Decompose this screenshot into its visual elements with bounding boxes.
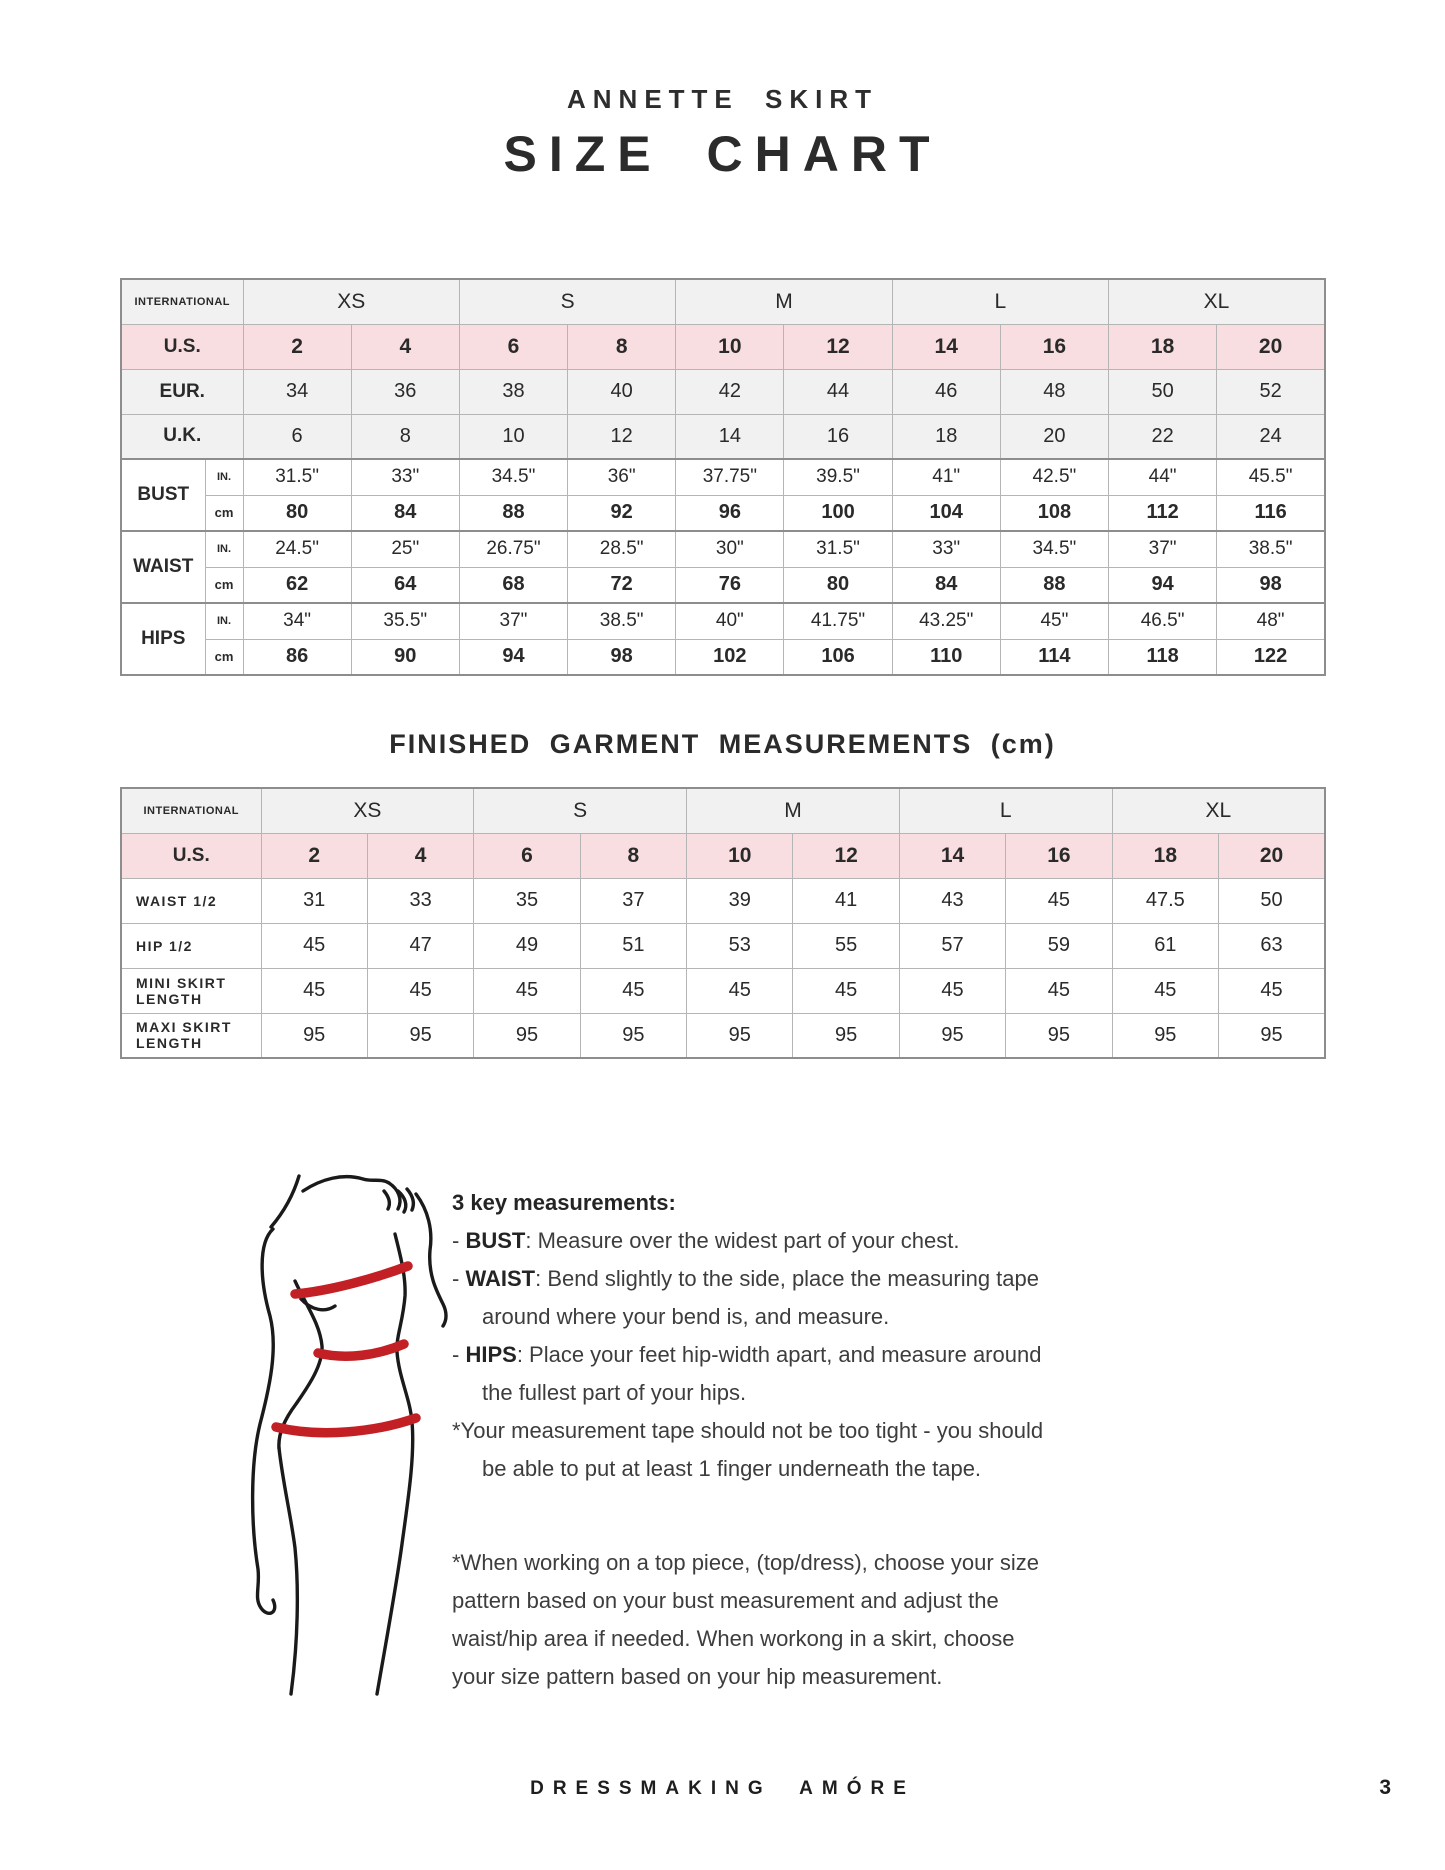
hips-inches-cell: 40" — [676, 603, 784, 639]
uk-row-cell: 24 — [1217, 414, 1325, 459]
fin-us-size-cell: 20 — [1219, 833, 1325, 878]
bust-inches-cell: 42.5" — [1000, 459, 1108, 495]
hips-label: HIPS — [121, 603, 205, 675]
eur-row-cell: 40 — [568, 369, 676, 414]
fin-value-cell: 55 — [793, 923, 899, 968]
intl-size-cell: XS — [243, 279, 459, 324]
fin-value-cell: 49 — [474, 923, 580, 968]
eur-row-cell: 48 — [1000, 369, 1108, 414]
bust-label: BUST — [121, 459, 205, 531]
uk-row-cell: 6 — [243, 414, 351, 459]
hips-cm-cell: 118 — [1109, 639, 1217, 675]
uk-row-cell: 12 — [568, 414, 676, 459]
fin-value-cell: 45 — [899, 968, 1005, 1013]
fin-value-cell: 31 — [261, 878, 367, 923]
fin-value-cell: 45 — [474, 968, 580, 1013]
hips-cm-cell: 98 — [568, 639, 676, 675]
bust-cm-cell: 116 — [1217, 495, 1325, 531]
fin-value-cell: 43 — [899, 878, 1005, 923]
hips-inches-cell: 41.75" — [784, 603, 892, 639]
bust-inches-cell: 33" — [351, 459, 459, 495]
maxi-skirt-length-row — [121, 1013, 1325, 1058]
waist-inches-cell: 26.75" — [459, 531, 567, 567]
hips-cm-cell: 94 — [459, 639, 567, 675]
us-row — [121, 324, 1325, 369]
unit-inches-label: IN. — [205, 531, 243, 567]
fin-value-cell: 45 — [793, 968, 899, 1013]
uk-row-cell: 22 — [1109, 414, 1217, 459]
fin-value-cell: 37 — [580, 878, 686, 923]
fin-value-cell: 41 — [793, 878, 899, 923]
bust-cm-cell: 104 — [892, 495, 1000, 531]
uk-row-cell: 14 — [676, 414, 784, 459]
bust-inches-cell: 45.5" — [1217, 459, 1325, 495]
international-label: INTERNATIONAL — [121, 279, 243, 324]
hips-inches-cell: 38.5" — [568, 603, 676, 639]
intl-size-cell: L — [892, 279, 1108, 324]
fin-us-size-cell: 18 — [1112, 833, 1218, 878]
us-size-cell: 14 — [892, 324, 1000, 369]
fin-us-size-cell: 4 — [367, 833, 473, 878]
guide-item-bust — [452, 1222, 1054, 1260]
bust-cm-cell: 96 — [676, 495, 784, 531]
waist-cm-cell: 72 — [568, 567, 676, 603]
uk-row — [121, 414, 1325, 459]
bust-cm-cell: 84 — [351, 495, 459, 531]
finished-table — [120, 787, 1326, 1059]
international-row — [121, 279, 1325, 324]
guide-term: BUST — [465, 1228, 526, 1253]
fin-value-cell: 95 — [793, 1013, 899, 1058]
hips-inches-cell: 48" — [1217, 603, 1325, 639]
waist-inches-cell: 33" — [892, 531, 1000, 567]
bullet-dash: - — [452, 1228, 466, 1253]
bust-inches-cell: 34.5" — [459, 459, 567, 495]
figure-left-leg-line — [279, 1448, 297, 1694]
waist-cm-cell: 80 — [784, 567, 892, 603]
measurement-guide-list — [452, 1222, 1054, 1412]
figure-illustration — [180, 1150, 480, 1700]
fin-value-cell: 95 — [1006, 1013, 1112, 1058]
us-size-cell: 18 — [1109, 324, 1217, 369]
fin-value-cell: 45 — [261, 968, 367, 1013]
waist-cm-cell: 64 — [351, 567, 459, 603]
waist-inches-cell: 37" — [1109, 531, 1217, 567]
waist-cm-cell: 76 — [676, 567, 784, 603]
hips-cm-row — [121, 639, 1325, 675]
waist-inches-cell: 34.5" — [1000, 531, 1108, 567]
us-size-cell: 10 — [676, 324, 784, 369]
fin-intl-size-cell: L — [899, 788, 1112, 833]
fin-value-cell: 95 — [1219, 1013, 1325, 1058]
waist-cm-cell: 68 — [459, 567, 567, 603]
fin-value-cell: 45 — [1219, 968, 1325, 1013]
fin-value-cell: 45 — [1112, 968, 1218, 1013]
fin-value-cell: 45 — [367, 968, 473, 1013]
figure-shoulder-line — [303, 1177, 389, 1191]
hips-cm-cell: 86 — [243, 639, 351, 675]
bust-cm-row — [121, 495, 1325, 531]
fin-value-cell: 51 — [580, 923, 686, 968]
fin-us-size-cell: 12 — [793, 833, 899, 878]
hips-cm-cell: 122 — [1217, 639, 1325, 675]
mini-skirt-length-row — [121, 968, 1325, 1013]
bust-inches-cell: 41" — [892, 459, 1000, 495]
waist-cm-cell: 88 — [1000, 567, 1108, 603]
bust-inches-cell: 39.5" — [784, 459, 892, 495]
intl-size-cell: S — [459, 279, 675, 324]
fin-value-cell: 95 — [367, 1013, 473, 1058]
size-table-body — [121, 279, 1325, 675]
fin-value-cell: 95 — [580, 1013, 686, 1058]
fin-value-cell: 45 — [687, 968, 793, 1013]
hips-inches-cell: 46.5" — [1109, 603, 1217, 639]
fin-intl-size-cell: M — [687, 788, 900, 833]
fin-row-label: HIP 1/2 — [121, 923, 261, 968]
fin-value-cell: 95 — [474, 1013, 580, 1058]
fin-us-size-cell: 14 — [899, 833, 1005, 878]
waist-inches-cell: 24.5" — [243, 531, 351, 567]
bust-inches-cell: 44" — [1109, 459, 1217, 495]
waist-cm-cell: 98 — [1217, 567, 1325, 603]
hip-1-2-row — [121, 923, 1325, 968]
us-label: U.S. — [121, 324, 243, 369]
figure-neck-line — [271, 1176, 299, 1227]
bust-cm-cell: 112 — [1109, 495, 1217, 531]
guide-text: : Bend slightly to the side, place the measuring tape around where your bend is, and measure. — [482, 1266, 1039, 1329]
finished-measurements-heading: FINISHED GARMENT MEASUREMENTS (cm) — [389, 729, 1056, 759]
fin-row-label: MINI SKIRT LENGTH — [121, 968, 261, 1013]
fin-row-label: WAIST 1/2 — [121, 878, 261, 923]
figure-raised-arm-line — [416, 1194, 446, 1326]
waist-cm-cell: 62 — [243, 567, 351, 603]
unit-inches-label: IN. — [205, 459, 243, 495]
guide-text: : Measure over the widest part of your chest. — [525, 1228, 960, 1253]
figure-left-body-line — [279, 1281, 322, 1448]
intl-size-cell: M — [676, 279, 892, 324]
us-size-cell: 20 — [1217, 324, 1325, 369]
unit-inches-label: IN. — [205, 603, 243, 639]
fin-value-cell: 47.5 — [1112, 878, 1218, 923]
guide-item-hips — [452, 1336, 1054, 1412]
fin-value-cell: 63 — [1219, 923, 1325, 968]
bust-inches-cell: 36" — [568, 459, 676, 495]
uk-row-label: U.K. — [121, 414, 243, 459]
page-number: 3 — [1379, 1776, 1391, 1799]
bust-inches-cell: 31.5" — [243, 459, 351, 495]
eur-row-cell: 34 — [243, 369, 351, 414]
fin-value-cell: 39 — [687, 878, 793, 923]
hips-cm-cell: 90 — [351, 639, 459, 675]
fin-intl-size-cell: S — [474, 788, 687, 833]
waist-1-2-row — [121, 878, 1325, 923]
fin-us-size-cell: 16 — [1006, 833, 1112, 878]
eur-row-cell: 36 — [351, 369, 459, 414]
waist-cm-row — [121, 567, 1325, 603]
hip-tape-line — [276, 1418, 416, 1433]
waist-inches-cell: 25" — [351, 531, 459, 567]
unit-cm-label: cm — [205, 495, 243, 531]
bust-cm-cell: 108 — [1000, 495, 1108, 531]
fin-value-cell: 61 — [1112, 923, 1218, 968]
size-table — [120, 278, 1326, 676]
fin-value-cell: 47 — [367, 923, 473, 968]
waist-inches-cell: 30" — [676, 531, 784, 567]
us-size-cell: 6 — [459, 324, 567, 369]
hips-inches-cell: 37" — [459, 603, 567, 639]
waist-inches-cell: 38.5" — [1217, 531, 1325, 567]
bust-cm-cell: 88 — [459, 495, 567, 531]
finished-table-body — [121, 788, 1325, 1058]
hips-cm-cell: 110 — [892, 639, 1000, 675]
us-size-cell: 8 — [568, 324, 676, 369]
fin-international-row — [121, 788, 1325, 833]
fin-us-label: U.S. — [121, 833, 261, 878]
guide-term: HIPS — [465, 1342, 517, 1367]
fin-row-label: MAXI SKIRT LENGTH — [121, 1013, 261, 1058]
fin-us-row — [121, 833, 1325, 878]
us-size-cell: 12 — [784, 324, 892, 369]
fin-value-cell: 45 — [1006, 878, 1112, 923]
fin-value-cell: 95 — [899, 1013, 1005, 1058]
fin-intl-size-cell: XS — [261, 788, 474, 833]
hips-inches-row — [121, 603, 1325, 639]
eur-row-cell: 46 — [892, 369, 1000, 414]
fin-international-label: INTERNATIONAL — [121, 788, 261, 833]
waist-cm-cell: 84 — [892, 567, 1000, 603]
bust-cm-cell: 80 — [243, 495, 351, 531]
fin-us-size-cell: 2 — [261, 833, 367, 878]
bust-inches-cell: 37.75" — [676, 459, 784, 495]
title-block — [0, 84, 1445, 183]
fin-value-cell: 59 — [1006, 923, 1112, 968]
eur-row-cell: 42 — [676, 369, 784, 414]
eur-row — [121, 369, 1325, 414]
fin-intl-size-cell: XL — [1112, 788, 1325, 833]
fin-value-cell: 57 — [899, 923, 1005, 968]
bullet-dash: - — [452, 1342, 466, 1367]
uk-row-cell: 10 — [459, 414, 567, 459]
fin-us-size-cell: 6 — [474, 833, 580, 878]
hips-cm-cell: 114 — [1000, 639, 1108, 675]
bust-cm-cell: 92 — [568, 495, 676, 531]
eur-row-cell: 52 — [1217, 369, 1325, 414]
tape-note: *Your measurement tape should not be too tight - you should be able to put at least 1 finger underneath the tape. — [452, 1418, 1044, 1481]
uk-row-cell: 18 — [892, 414, 1000, 459]
unit-cm-label: cm — [205, 639, 243, 675]
waist-inches-row — [121, 531, 1325, 567]
hips-inches-cell: 35.5" — [351, 603, 459, 639]
measurement-guide — [452, 1184, 1054, 1696]
hips-cm-cell: 106 — [784, 639, 892, 675]
eur-row-cell: 38 — [459, 369, 567, 414]
us-size-cell: 2 — [243, 324, 351, 369]
sizing-note: *When working on a top piece, (top/dress), choose your size pattern based on your bust measurement and adjust the waist/hip area if needed. When workong in a skirt, choose your size pattern based on your hip measurement. — [452, 1550, 1039, 1689]
bust-tape-line — [295, 1266, 408, 1294]
guide-term: WAIST — [465, 1266, 536, 1291]
us-size-cell: 16 — [1000, 324, 1108, 369]
waist-label: WAIST — [121, 531, 205, 603]
hips-inches-cell: 34" — [243, 603, 351, 639]
eur-row-label: EUR. — [121, 369, 243, 414]
bust-inches-row — [121, 459, 1325, 495]
hips-inches-cell: 45" — [1000, 603, 1108, 639]
fin-value-cell: 95 — [1112, 1013, 1218, 1058]
figure-right-body-line — [377, 1234, 413, 1694]
footer-brand: DRESSMAKING AMÓRE — [530, 1778, 915, 1799]
fin-us-size-cell: 8 — [580, 833, 686, 878]
bust-cm-cell: 100 — [784, 495, 892, 531]
uk-row-cell: 16 — [784, 414, 892, 459]
us-size-cell: 4 — [351, 324, 459, 369]
fin-value-cell: 95 — [687, 1013, 793, 1058]
guide-heading: 3 key measurements: — [452, 1190, 676, 1215]
intl-size-cell: XL — [1109, 279, 1325, 324]
guide-item-waist — [452, 1260, 1054, 1336]
hips-cm-cell: 102 — [676, 639, 784, 675]
fin-value-cell: 35 — [474, 878, 580, 923]
eur-row-cell: 50 — [1109, 369, 1217, 414]
hips-inches-cell: 43.25" — [892, 603, 1000, 639]
fin-value-cell: 50 — [1219, 878, 1325, 923]
figure-hand-fingers — [384, 1183, 413, 1212]
waist-inches-cell: 31.5" — [784, 531, 892, 567]
unit-cm-label: cm — [205, 567, 243, 603]
eur-row-cell: 44 — [784, 369, 892, 414]
waist-tape-line — [318, 1344, 404, 1356]
fin-value-cell: 45 — [580, 968, 686, 1013]
pattern-name: ANNETTE SKIRT — [567, 84, 878, 114]
uk-row-cell: 8 — [351, 414, 459, 459]
fin-value-cell: 33 — [367, 878, 473, 923]
fin-value-cell: 45 — [261, 923, 367, 968]
fin-value-cell: 53 — [687, 923, 793, 968]
waist-inches-cell: 28.5" — [568, 531, 676, 567]
fin-value-cell: 45 — [1006, 968, 1112, 1013]
page-title: SIZE CHART — [503, 126, 942, 182]
figure-back-arm-line — [253, 1229, 275, 1613]
guide-text: : Place your feet hip-width apart, and measure around the fullest part of your hips. — [482, 1342, 1042, 1405]
bullet-dash: - — [452, 1266, 466, 1291]
waist-cm-cell: 94 — [1109, 567, 1217, 603]
fin-value-cell: 95 — [261, 1013, 367, 1058]
uk-row-cell: 20 — [1000, 414, 1108, 459]
fin-us-size-cell: 10 — [687, 833, 793, 878]
